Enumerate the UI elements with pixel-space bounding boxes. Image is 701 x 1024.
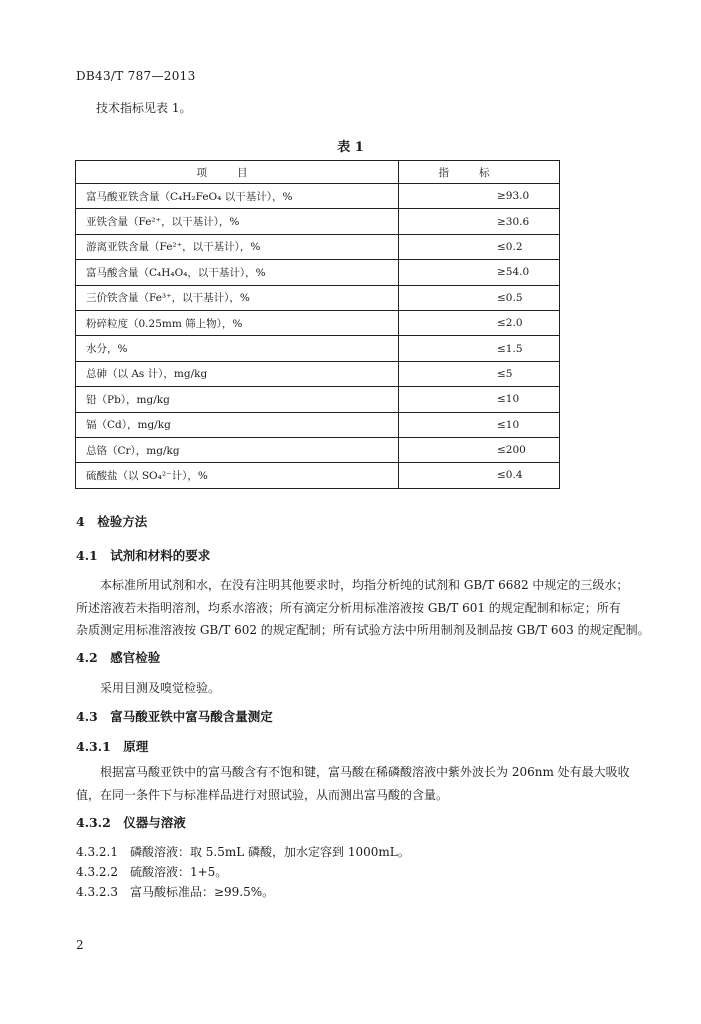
section-4-3-1-heading: 4.3.1 原理 xyxy=(76,739,149,754)
table-row xyxy=(76,412,560,437)
table-header-row xyxy=(76,161,560,184)
item-cell: 富马酸含量（C₄H₄O₄，以干基计），% xyxy=(76,260,399,285)
paragraph-line: 杂质测定用标准溶液按 GB/T 602 的规定配制；所有试验方法中所用制剂及制品按 GB/T 603 的规定配制。 xyxy=(76,623,650,637)
col-header-item: 项目 xyxy=(76,161,399,184)
table-title: 表 1 xyxy=(337,140,364,155)
table-row xyxy=(76,336,560,361)
paragraph-line: 采用目测及嗅觉检验。 xyxy=(100,681,221,695)
table-row xyxy=(76,361,560,386)
table-row xyxy=(76,285,560,310)
value-cell: ≤200 xyxy=(399,437,560,462)
page-number: 2 xyxy=(76,938,84,952)
value-cell: ≤0.5 xyxy=(399,285,560,310)
item-cell: 富马酸亚铁含量（C₄H₂FeO₄ 以干基计），% xyxy=(76,184,399,209)
section-4-2-heading: 4.2 感官检验 xyxy=(76,650,161,665)
value-cell: ≤10 xyxy=(399,412,560,437)
table-row xyxy=(76,234,560,259)
value-cell: ≥93.0 xyxy=(399,184,560,209)
table-row xyxy=(76,437,560,462)
value-cell: ≤2.0 xyxy=(399,310,560,335)
list-item: 4.3.2.1 磷酸溶液：取 5.5mL 磷酸，加水定容到 1000mL。 xyxy=(76,845,410,859)
item-cell: 亚铁含量（Fe²⁺，以干基计），% xyxy=(76,209,399,234)
paragraph-line: 所述溶液若未指明溶剂，均系水溶液；所有滴定分析用标准溶液按 GB/T 601 的规定配制和标定；所有 xyxy=(76,601,621,615)
section-4-heading: 4 检验方法 xyxy=(76,514,148,529)
item-cell: 粉碎粒度（0.25mm 筛上物），% xyxy=(76,310,399,335)
section-4-1-heading: 4.1 试剂和材料的要求 xyxy=(76,548,211,563)
paragraph-line: 根据富马酸亚铁中的富马酸含有不饱和键，富马酸在稀磷酸溶液中紫外波长为 206nm 处有最大吸收 xyxy=(100,765,630,779)
item-cell: 铅（Pb），mg/kg xyxy=(76,387,399,412)
col-header-value: 指标 xyxy=(399,161,560,184)
paragraph-line: 值，在同一条件下与标准样品进行对照试验，从而测出富马酸的含量。 xyxy=(76,788,449,802)
value-cell: ≤0.2 xyxy=(399,234,560,259)
value-cell: ≤1.5 xyxy=(399,336,560,361)
section-4-3-heading: 4.3 富马酸亚铁中富马酸含量测定 xyxy=(76,709,273,724)
table-row xyxy=(76,387,560,412)
list-item: 4.3.2.2 硫酸溶液：1+5。 xyxy=(76,865,228,879)
table-row xyxy=(76,209,560,234)
table-row xyxy=(76,463,560,488)
table-row xyxy=(76,260,560,285)
table-row xyxy=(76,184,560,209)
item-cell: 三价铁含量（Fe³⁺，以干基计），% xyxy=(76,285,399,310)
value-cell: ≤0.4 xyxy=(399,463,560,488)
item-cell: 总铬（Cr），mg/kg xyxy=(76,437,399,462)
spec-table xyxy=(75,160,560,489)
value-cell: ≤10 xyxy=(399,387,560,412)
value-cell: ≥54.0 xyxy=(399,260,560,285)
value-cell: ≥30.6 xyxy=(399,209,560,234)
item-cell: 镉（Cd），mg/kg xyxy=(76,412,399,437)
item-cell: 游离亚铁含量（Fe²⁺，以干基计），% xyxy=(76,234,399,259)
table-row xyxy=(76,310,560,335)
section-4-3-2-heading: 4.3.2 仪器与溶液 xyxy=(76,815,186,830)
paragraph-line: 本标准所用试剂和水，在没有注明其他要求时，均指分析纯的试剂和 GB/T 6682 中规定的三级水； xyxy=(100,578,629,592)
item-cell: 水分，% xyxy=(76,336,399,361)
item-cell: 总砷（以 As 计），mg/kg xyxy=(76,361,399,386)
item-cell: 硫酸盐（以 SO₄²⁻计），% xyxy=(76,463,399,488)
document-id: DB43/T 787—2013 xyxy=(76,69,196,83)
value-cell: ≤5 xyxy=(399,361,560,386)
list-item: 4.3.2.3 富马酸标准品：≥99.5%。 xyxy=(76,885,275,899)
intro-text: 技术指标见表 1。 xyxy=(96,101,192,115)
